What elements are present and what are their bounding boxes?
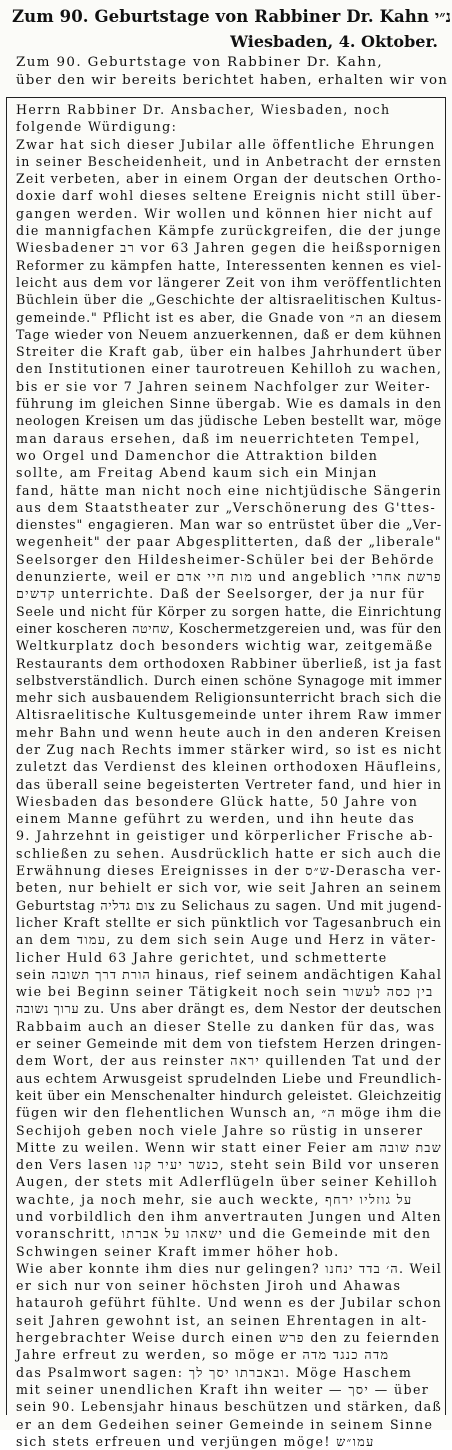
body-line: das überall seine begeisterten Vertreter fand, und hier in bbox=[16, 776, 442, 792]
box-left-rule bbox=[6, 97, 7, 1415]
body-line: fand, hätte man nicht noch eine nichtjüdische Sängerin bbox=[16, 482, 442, 498]
body-line: Büchlein über die „Geschichte der altisraelitischen Kultus- bbox=[16, 292, 442, 308]
body-line: wie bei Beginn seiner Tätigkeit noch sein בין כסה לעשור bbox=[16, 984, 434, 1000]
body-line: denunzierte, weil er מות חיי אדם und angeblich פרשת אחרי bbox=[16, 569, 443, 585]
body-line: sein הורת דרך תשובה hinaus, rief seinem andächtigen Kahal bbox=[16, 966, 442, 982]
body-line: gangen werden. Wir wollen und können hier nicht auf bbox=[16, 205, 433, 221]
body-line: er seiner Gemeinde mit dem von tiefstem Herzen dringen- bbox=[16, 1036, 443, 1052]
body-line: Reformer zu kämpfen hatte, Interessenten kennen es viel- bbox=[16, 257, 443, 273]
body-line: er an dem Gedeihen seiner Gemeinde in seinem Sinne bbox=[16, 1416, 434, 1432]
body-line: voranschritt, ישאהו על אברתו und die Gemeinde mit den bbox=[16, 1226, 432, 1242]
body-line: קדשים unterrichte. Daß der Seelsorger, der ja nur für bbox=[16, 586, 425, 602]
body-line: folgende Würdigung: bbox=[16, 119, 178, 135]
body-line: dienstes" engagieren. Man war so entrüstet über die „Ver- bbox=[16, 517, 443, 533]
body-line: Mitte zu weilen. Wenn wir statt einer Feier am שבת שובה bbox=[16, 1139, 443, 1155]
body-line: licher Huld 63 Jahre gerichtet, und schmetterte bbox=[16, 949, 388, 965]
body-line: 9. Jahrzehnt in geistiger und körperlicher Frische ab- bbox=[16, 828, 434, 844]
body-line: Herrn Rabbiner Dr. Ansbacher, Wiesbaden, noch bbox=[16, 102, 391, 117]
body-line: mehr sich ausbauendem Religionsunterricht brach sich die bbox=[16, 690, 443, 706]
body-line: Weltkurplatz doch besonders wichtig war, zeitgemäße bbox=[16, 638, 434, 654]
body-line: man daraus ersehen, daß im neuerrichteten Tempel, bbox=[16, 430, 421, 446]
body-line: zuletzt das Verdienst des kleinen orthodoxen Häufleins, bbox=[16, 759, 443, 775]
body-line: dem Wort, der aus reinster יראה quillenden Tat und der bbox=[16, 1053, 442, 1069]
body-line: wo Orgel und Damenchor die Attraktion bilden bbox=[16, 447, 379, 463]
body-line: mehr Bahn und wenn heute auch in den anderen Kreisen bbox=[16, 724, 442, 740]
body-line: Tage wieder von Neuem anzuerkennen, daß er dem kühnen bbox=[16, 326, 442, 342]
body-line: neologen Kreisen um das jüdische Leben bestellt war, möge bbox=[16, 413, 442, 429]
body-line: Wiesbaden das besondere Glück hatte, 50 Jahre von bbox=[16, 793, 419, 809]
body-line: schließen zu sehen. Ausdrücklich hatte er sich auch die bbox=[16, 845, 443, 861]
body-line: gemeinde." Pflicht ist es aber, die Gnade von ה״ an diesem bbox=[16, 309, 443, 325]
body-line: führung im gleichen Sinne übergab. Wie es damals in den bbox=[16, 396, 442, 412]
body-line: licher Kraft stellte er sich pünktlich vor Tagesanbruch ein bbox=[16, 914, 442, 930]
article-body bbox=[16, 101, 442, 1450]
body-line: Sechijoh geben noch viele Jahre so rüstig in unserer bbox=[16, 1122, 424, 1138]
body-line: sich stets erfreuen und verjüngen möge! עמו״ש bbox=[16, 1433, 375, 1449]
article-dateline: Wiesbaden, 4. Oktober. bbox=[230, 32, 438, 51]
body-line: wegenheit" der paar Abgesplitterten, daß der „liberale" bbox=[16, 534, 442, 550]
body-line: Seele und nicht für Körper zu sorgen hatte, die Einrichtung bbox=[16, 603, 443, 619]
body-line: Zwar hat sich dieser Jubilar alle öffentliche Ehrungen bbox=[16, 136, 436, 152]
body-line: sollte, am Freitag Abend kaum sich ein Minjan bbox=[16, 465, 378, 481]
intro-line: über den wir bereits berichtet haben, erhalten wir von bbox=[16, 72, 448, 88]
body-line: Altisraelitische Kultusgemeinde unter ihrem Raw immer bbox=[16, 707, 442, 723]
body-line: aus dem Staatstheater zur „Verschönerung des G'ttes- bbox=[16, 499, 437, 515]
body-line: Restaurants dem orthodoxen Rabbiner überließ, ist ja fast bbox=[16, 655, 442, 671]
body-line: beten, nur behielt er sich vor, wie seit Jahren an seinem bbox=[16, 880, 443, 896]
body-line: bis er sie vor 7 Jahren seinem Nachfolger zur Weiter- bbox=[16, 378, 432, 394]
body-line: Rabbaim auch an dieser Stelle zu danken für das, was bbox=[16, 1018, 436, 1034]
intro-line: Zum 90. Geburtstage von Rabbiner Dr. Kahn, bbox=[16, 55, 384, 70]
body-line: ערוך נשובה zu. Uns aber drängt es, dem Nestor der deutschen bbox=[16, 1001, 442, 1017]
body-line: wachte, ja noch mehr, sie auch weckte, על גוזליו ירחף bbox=[16, 1191, 413, 1207]
body-line: Zeit verbeten, aber in einem Organ der deutschen Ortho- bbox=[16, 171, 442, 187]
body-line: und vorbildlich den ihm anvertrauten Jungen und Alten bbox=[16, 1209, 442, 1224]
body-line: mit seiner unendlichen Kraft ihn weiter — יסך — über bbox=[16, 1381, 430, 1397]
body-line: sein 90. Lebensjahr hinaus beschützen und stärken, daß bbox=[16, 1399, 442, 1415]
body-line: Geburtstag צום גדליה zu Selichaus zu sagen. Und mit jugend- bbox=[16, 897, 442, 913]
body-line: aus echtem Arwusgeist sprudelnden Liebe und Freundlich- bbox=[16, 1070, 442, 1086]
body-line: der Zug nach Rechts immer stärker wird, so ist es nicht bbox=[16, 741, 443, 757]
body-line: Wiesbadener רב vor 63 Jahren gegen die heißspornigen bbox=[16, 240, 442, 256]
body-line: hatauroh geführt fühlte. Und wenn es der Jubilar schon bbox=[16, 1295, 443, 1311]
box-top-rule bbox=[6, 97, 446, 98]
body-line: die mannigfachen Kämpfe zurückgreifen, die der junge bbox=[16, 223, 443, 239]
body-line: an dem עמוד, zu dem sich sein Auge und Herz in väter- bbox=[16, 932, 437, 948]
body-line: einem Manne geführt zu werden, und ihn heute das bbox=[16, 811, 416, 827]
body-line: er sich nur von seiner höchsten Jiroh und Ahawas bbox=[16, 1278, 402, 1294]
body-line: doxie darf wohl dieses seltene Ereignis nicht still über- bbox=[16, 188, 442, 204]
body-line: das Psalmwort sagen: ובאברתו יסך לך. Möge Haschem bbox=[16, 1364, 413, 1380]
body-line: selbstverständlich. Durch einen schöne Synagoge mit immer bbox=[16, 672, 442, 688]
body-line: leicht aus dem vor längerer Zeit von ihm veröffentlichten bbox=[16, 274, 443, 290]
body-line: Erwähnung dieses Ereignisses in der ש״ס-Derascha ver- bbox=[16, 863, 442, 879]
body-line: Augen, der stets mit Adlerflügeln über seiner Kehilloh bbox=[16, 1174, 439, 1190]
body-line: Streiter die Kraft gab, über ein halbes Jahrhundert über bbox=[16, 344, 443, 360]
article-intro bbox=[16, 54, 448, 89]
body-line: in seiner Bescheidenheit, und in Anbetracht der ernsten bbox=[16, 153, 443, 169]
body-line: den Institutionen einer taurotreuen Kehilloh zu wachen, bbox=[16, 361, 443, 377]
body-line: seit Jahren gewohnt ist, an seinen Ehrentagen in alt- bbox=[16, 1312, 428, 1328]
body-line: einer koscheren שחיטה, Koschermetzgereien und, was für den bbox=[16, 620, 442, 636]
body-line: Jahre erfreut zu werden, so möge er מדה כנגד מדה bbox=[16, 1347, 390, 1363]
body-line: fügen wir den flehentlichen Wunsch an, ה״ möge ihm die bbox=[16, 1105, 443, 1121]
article-headline: Zum 90. Geburtstage von Rabbiner Dr. Kahn נ״י bbox=[12, 7, 452, 26]
body-line: Seelsorger den Hildesheimer-Schüler bei der Behörde bbox=[16, 551, 435, 567]
body-line: keit über ein Menschenalter hindurch geleistet. Gleichzeitig bbox=[16, 1087, 443, 1103]
body-line: den Vers lasen כנשר יעיר קנו, steht sein Bild vor unseren bbox=[16, 1157, 441, 1173]
body-line: Wie aber konnte ihm dies nur gelingen? ה׳ בדד ינחנו. Weil bbox=[16, 1260, 443, 1276]
box-right-rule bbox=[445, 97, 446, 1415]
body-line: Schwingen seiner Kraft immer höher hob. bbox=[16, 1243, 340, 1259]
body-line: hergebrachter Weise durch einen פרש den zu feiernden bbox=[16, 1330, 441, 1346]
